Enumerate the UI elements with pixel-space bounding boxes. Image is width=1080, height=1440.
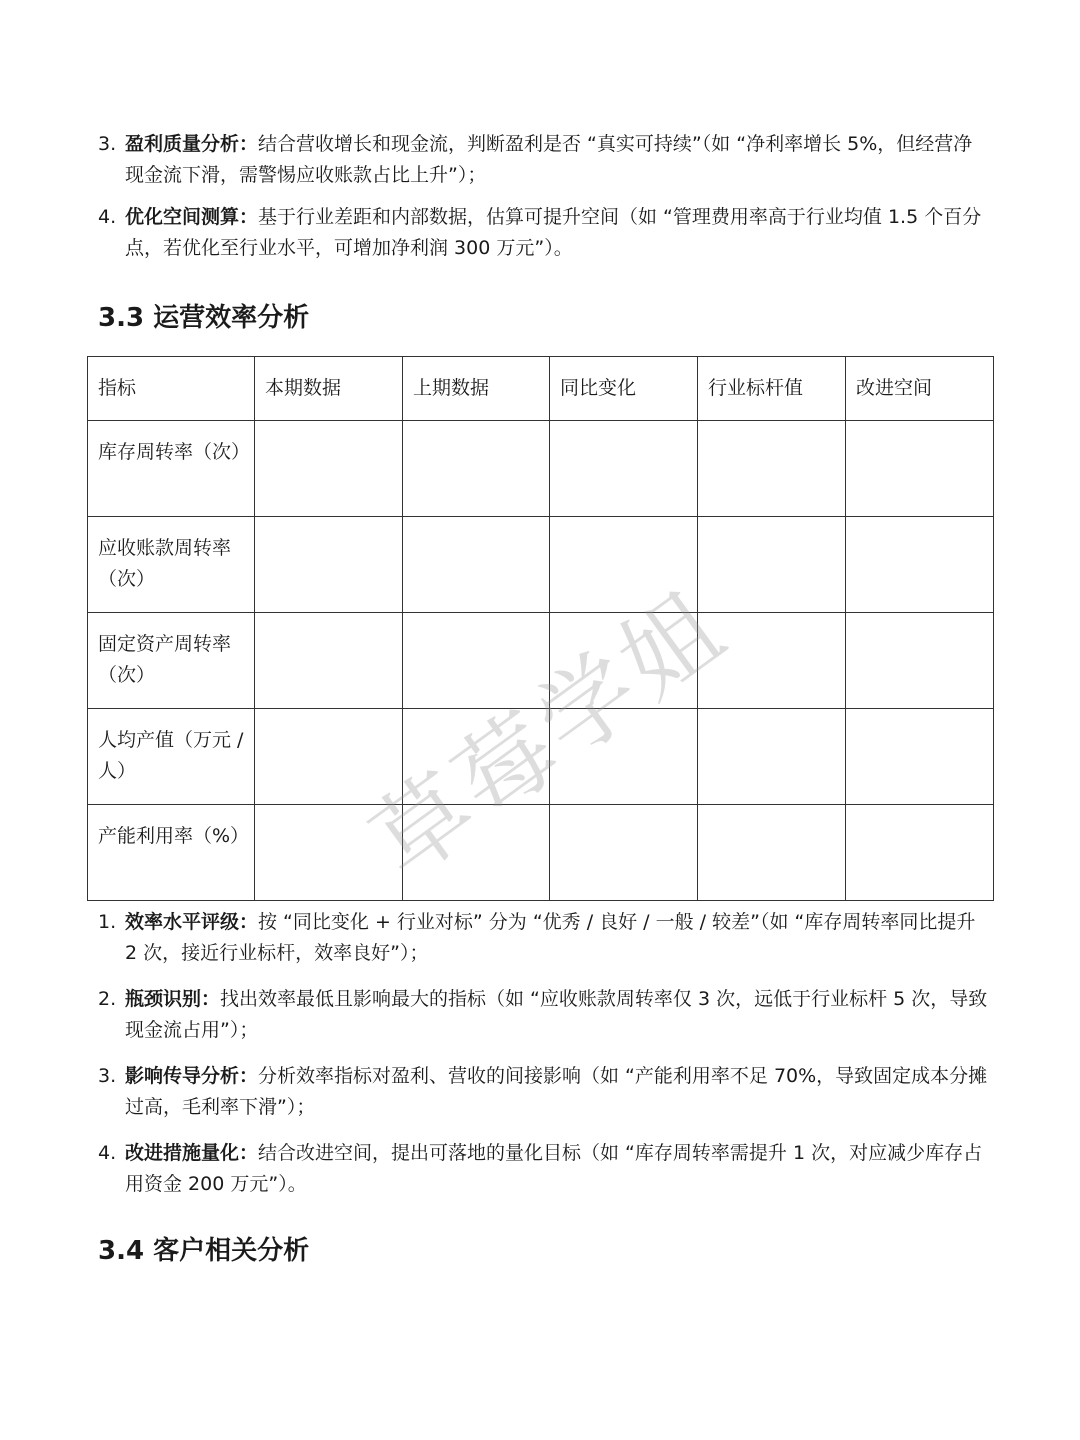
list-item-text: 按 “同比变化 + 行业对标” 分为 “优秀 / 良好 / 一般 / 较差”（如 “库存周转率同比提升 2 次，接近行业标杆，效率良好”）； xyxy=(125,911,976,964)
table-row xyxy=(88,613,994,709)
table-header-cell: 上期数据 xyxy=(403,357,550,421)
list-item xyxy=(98,1061,988,1123)
table-row xyxy=(88,517,994,613)
metric-name-cell: 人均产值（万元 / 人） xyxy=(88,709,255,805)
list-number: 4. xyxy=(98,1142,117,1164)
numbered-list-bottom xyxy=(98,907,988,1215)
table-cell xyxy=(255,517,403,613)
table-cell xyxy=(403,517,550,613)
watermark: 草莓学姐 xyxy=(351,568,748,900)
table-cell xyxy=(698,709,846,805)
table-cell xyxy=(550,709,698,805)
list-item-text: 找出效率最低且影响最大的指标（如 “应收账款周转率仅 3 次，远低于行业标杆 5 次，导致现金流占用”）； xyxy=(125,988,988,1041)
list-item xyxy=(98,1138,988,1200)
list-item-text: 基于行业差距和内部数据，估算可提升空间（如 “管理费用率高于行业均值 1.5 个百分点，若优化至行业水平，可增加净利润 300 万元”）。 xyxy=(125,206,982,259)
table-cell xyxy=(403,709,550,805)
list-number: 2. xyxy=(98,988,117,1010)
list-number: 4. xyxy=(98,206,117,228)
table-row xyxy=(88,421,994,517)
table-cell xyxy=(255,709,403,805)
list-item-text: 结合改进空间，提出可落地的量化目标（如 “库存周转率需提升 1 次，对应减少库存占用资金 200 万元”）。 xyxy=(125,1142,983,1195)
table-cell xyxy=(698,805,846,901)
table-cell xyxy=(698,517,846,613)
list-item xyxy=(98,907,988,969)
table-cell xyxy=(550,805,698,901)
table-cell xyxy=(403,805,550,901)
table-cell xyxy=(255,421,403,517)
table-cell xyxy=(403,613,550,709)
list-item-text: 分析效率指标对盈利、营收的间接影响（如 “产能利用率不足 70%，导致固定成本分摊过高，毛利率下滑”）； xyxy=(125,1065,988,1118)
table-header-cell: 同比变化 xyxy=(550,357,698,421)
table-cell xyxy=(255,613,403,709)
table-cell xyxy=(846,709,994,805)
table-cell xyxy=(403,421,550,517)
list-item-title: 影响传导分析： xyxy=(125,1065,259,1087)
table-row xyxy=(88,709,994,805)
metric-name-cell: 产能利用率（%） xyxy=(88,805,255,901)
list-item-title: 优化空间测算： xyxy=(125,206,259,228)
list-item xyxy=(98,129,988,191)
table-cell xyxy=(698,613,846,709)
list-item-title: 盈利质量分析： xyxy=(125,133,259,155)
table-header-cell: 指标 xyxy=(88,357,255,421)
table-cell xyxy=(846,805,994,901)
list-item-title: 改进措施量化： xyxy=(125,1142,259,1164)
list-item xyxy=(98,984,988,1046)
table-cell xyxy=(846,613,994,709)
table-cell xyxy=(550,613,698,709)
efficiency-table xyxy=(87,356,994,901)
table-cell xyxy=(550,517,698,613)
metric-name-cell: 固定资产周转率（次） xyxy=(88,613,255,709)
metric-name-cell: 应收账款周转率（次） xyxy=(88,517,255,613)
list-number: 3. xyxy=(98,133,117,155)
list-item-text: 结合营收增长和现金流，判断盈利是否 “真实可持续”（如 “净利率增长 5%，但经营净现金流下滑，需警惕应收账款占比上升”）； xyxy=(125,133,973,186)
section-heading-3-4: 3.4 客户相关分析 xyxy=(98,1236,310,1266)
table-header-cell: 改进空间 xyxy=(846,357,994,421)
table-cell xyxy=(846,421,994,517)
table-cell xyxy=(255,805,403,901)
list-number: 3. xyxy=(98,1065,117,1087)
table-header-row xyxy=(88,357,994,421)
numbered-list-top xyxy=(98,129,988,275)
section-heading-3-3: 3.3 运营效率分析 xyxy=(98,303,310,333)
list-item-title: 效率水平评级： xyxy=(125,911,259,933)
list-item xyxy=(98,202,988,264)
list-item-title: 瓶颈识别： xyxy=(125,988,221,1010)
table-header-cell: 行业标杆值 xyxy=(698,357,846,421)
table-cell xyxy=(698,421,846,517)
table-row xyxy=(88,805,994,901)
table-header-cell: 本期数据 xyxy=(255,357,403,421)
metric-name-cell: 库存周转率（次） xyxy=(88,421,255,517)
table-cell xyxy=(550,421,698,517)
table-cell xyxy=(846,517,994,613)
list-number: 1. xyxy=(98,911,117,933)
